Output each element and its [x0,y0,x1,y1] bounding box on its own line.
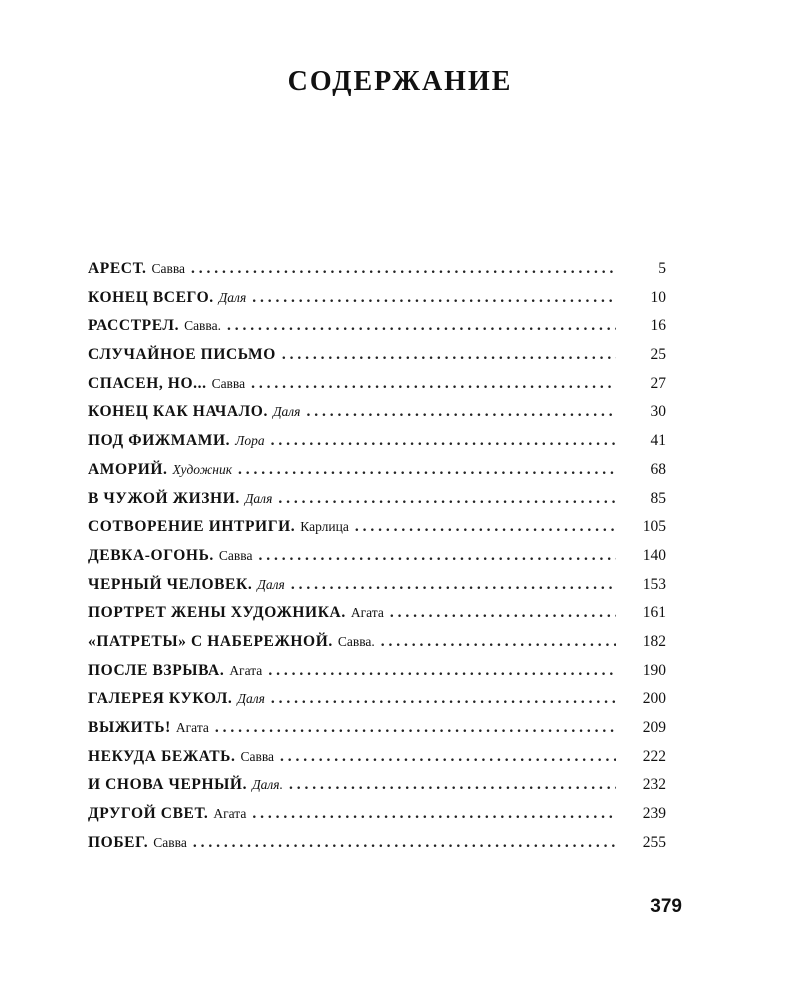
toc-entry [88,346,666,375]
chapter-page-number: 232 [642,776,666,794]
toc-entry [88,834,666,863]
dot-leader [193,834,616,852]
dot-leader [238,461,616,479]
toc-entry [88,633,666,662]
chapter-title: В ЧУЖОЙ ЖИЗНИ. [88,489,240,507]
page-title: СОДЕРЖАНИЕ [287,66,513,97]
toc-entry [88,547,666,576]
chapter-narrator: Савва. [337,633,375,649]
chapter-page-number: 255 [642,833,666,851]
chapter-narrator: Савва [218,547,253,563]
dot-leader [258,547,616,565]
dot-leader [252,805,616,823]
page-number: 379 [650,896,682,917]
chapter-narrator: Лора [235,433,265,449]
chapter-page-number: 140 [642,546,666,564]
chapter-title: АРЕСТ. [88,260,147,277]
chapter-title: ДЕВКА-ОГОНЬ. [88,546,214,564]
chapter-narrator: Савва [240,748,275,764]
chapter-narrator: Карлица [300,519,349,535]
chapter-title: СЛУЧАЙНОЕ ПИСЬМО [88,346,276,364]
toc-entry [88,403,666,432]
chapter-title: ЧЕРНЫЙ ЧЕЛОВЕК. [88,575,253,593]
dot-leader [355,518,616,536]
chapter-page-number: 239 [642,805,666,823]
chapter-page-number: 161 [642,604,666,622]
chapter-title: ВЫЖИТЬ! [88,719,171,736]
chapter-narrator: Даля [272,404,301,420]
toc-entry [88,776,666,805]
dot-leader [381,633,616,651]
chapter-page-number: 5 [658,260,666,277]
dot-leader [390,604,616,622]
chapter-narrator: Агата [350,605,384,621]
toc-entry [88,805,666,834]
chapter-page-number: 41 [650,432,666,450]
chapter-narrator: Художник [172,461,233,477]
chapter-narrator: Даля [237,691,265,707]
dot-leader [271,690,616,708]
chapter-title: ПОБЕГ. [88,833,149,851]
chapter-page-number: 200 [642,690,666,708]
chapter-narrator: Савва. [184,318,221,334]
chapter-page-number: 10 [650,288,666,306]
chapter-narrator: Агата [229,662,263,678]
chapter-title: РАССТРЕЛ. [88,317,180,335]
chapter-title: КОНЕЦ КАК НАЧАЛО. [88,403,268,421]
chapter-narrator: Савва [151,261,186,276]
dot-leader [278,490,616,508]
chapter-title: «ПАТРЕТЫ» С НАБЕРЕЖНОЙ. [88,632,333,650]
toc-entry [88,375,666,404]
chapter-title: НЕКУДА БЕЖАТЬ. [88,747,236,765]
chapter-title: СПАСЕН, НО... [88,374,207,392]
dot-leader [191,260,616,278]
dot-leader [268,662,616,680]
chapter-narrator: Даля [218,289,247,305]
toc-entry [88,289,666,318]
toc-entry [88,576,666,605]
dot-leader [306,403,616,421]
dot-leader [251,375,616,393]
chapter-page-number: 222 [642,747,666,765]
chapter-title: КОНЕЦ ВСЕГО. [88,288,214,306]
dot-leader [280,748,616,766]
chapter-title: ДРУГОЙ СВЕТ. [88,805,209,823]
chapter-title: ПОРТРЕТ ЖЕНЫ ХУДОЖНИКА. [88,604,346,622]
table-of-contents [88,260,666,862]
chapter-narrator: Даля [244,490,273,506]
toc-entry [88,748,666,777]
chapter-title: И СНОВА ЧЕРНЫЙ. [88,776,248,794]
chapter-narrator: Савва [153,834,187,850]
chapter-page-number: 68 [650,460,666,478]
toc-entry [88,518,666,547]
toc-entry [88,604,666,633]
chapter-page-number: 30 [650,403,666,421]
chapter-narrator: Даля. [252,777,283,793]
chapter-narrator: Савва [211,375,246,391]
dot-leader [215,719,616,737]
chapter-title: ПОСЛЕ ВЗРЫВА. [88,661,225,679]
chapter-page-number: 85 [650,489,666,507]
toc-entry [88,490,666,519]
toc-entry [88,260,666,289]
chapter-narrator: Даля [257,576,285,592]
dot-leader [227,317,616,335]
dot-leader [291,576,616,594]
toc-entry [88,317,666,346]
toc-entry [88,690,666,719]
chapter-page-number: 209 [642,719,666,736]
dot-leader [282,346,616,364]
dot-leader [289,776,616,794]
dot-leader [252,289,616,307]
toc-entry [88,662,666,691]
toc-entry [88,432,666,461]
chapter-page-number: 182 [642,632,666,650]
dot-leader [271,432,616,450]
chapter-page-number: 27 [650,374,666,392]
chapter-title: ГАЛЕРЕЯ КУКОЛ. [88,690,233,708]
chapter-page-number: 190 [642,661,666,679]
chapter-page-number: 25 [650,346,666,364]
chapter-page-number: 153 [642,575,666,593]
chapter-narrator: Агата [175,720,209,735]
chapter-title: АМОРИЙ. [88,460,168,478]
toc-entry [88,461,666,490]
chapter-title: ПОД ФИЖМАМИ. [88,432,231,450]
chapter-page-number: 105 [642,518,666,536]
chapter-narrator: Агата [213,806,247,822]
chapter-page-number: 16 [650,317,666,335]
chapter-title: СОТВОРЕНИЕ ИНТРИГИ. [88,518,296,536]
toc-entry [88,719,666,748]
